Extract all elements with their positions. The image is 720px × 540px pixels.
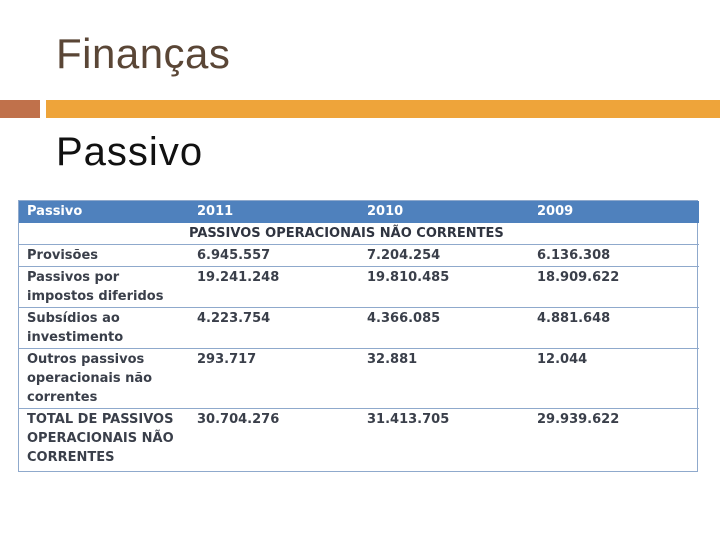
row-label: Provisões (27, 248, 99, 263)
column-header: 2010 (359, 201, 529, 223)
table-row-total (19, 409, 699, 469)
liabilities-table (18, 200, 698, 472)
slide-title: Finanças (56, 30, 231, 77)
column-header: Passivo (19, 201, 189, 223)
row-label: Passivos por impostos diferidos (27, 270, 164, 304)
cell-2011: 6.945.557 (197, 248, 271, 263)
row-label: TOTAL DE PASSIVOS OPERACIONAIS NÃO CORRENTES (27, 412, 174, 465)
cell-2010: 19.810.485 (367, 270, 450, 285)
column-header: 2009 (529, 201, 699, 223)
section-title: PASSIVOS OPERACIONAIS NÃO CORRENTES (189, 226, 504, 241)
cell-2010: 32.881 (367, 352, 418, 367)
cell-2010: 7.204.254 (367, 248, 441, 263)
table-header-row (19, 201, 699, 223)
cell-2011: 293.717 (197, 352, 257, 367)
cell-2011: 30.704.276 (197, 412, 280, 427)
cell-2009: 6.136.308 (537, 248, 611, 263)
cell-2009: 12.044 (537, 352, 588, 367)
table-row (19, 308, 699, 349)
table-row (19, 267, 699, 308)
row-label: Outros passivos operacionais não correntes (27, 352, 153, 405)
accent-bar-left (0, 100, 40, 118)
section-title-row (19, 223, 699, 245)
liabilities-table-grid (19, 201, 699, 468)
cell-2011: 19.241.248 (197, 270, 280, 285)
slide-subtitle: Passivo (56, 130, 204, 174)
cell-2009: 29.939.622 (537, 412, 620, 427)
cell-2010: 4.366.085 (367, 311, 441, 326)
table-row (19, 245, 699, 267)
accent-bar-right (46, 100, 720, 118)
cell-2011: 4.223.754 (197, 311, 271, 326)
cell-2010: 31.413.705 (367, 412, 450, 427)
column-header: 2011 (189, 201, 359, 223)
cell-2009: 4.881.648 (537, 311, 611, 326)
table-row (19, 349, 699, 409)
row-label: Subsídios ao investimento (27, 311, 124, 345)
cell-2009: 18.909.622 (537, 270, 620, 285)
